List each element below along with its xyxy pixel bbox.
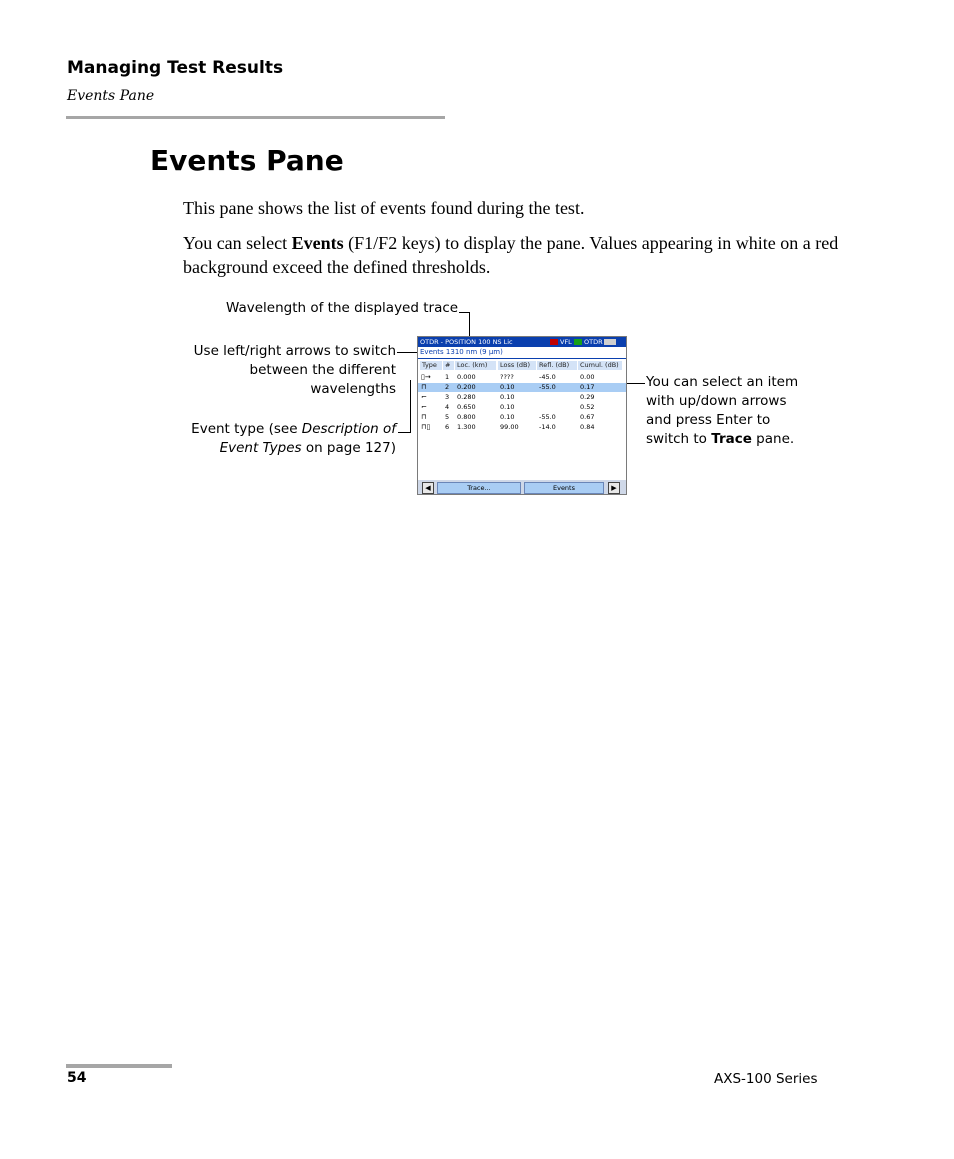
table-row[interactable] [418,393,626,402]
cell-loc: 0.000 [457,373,476,381]
cell-cumul: 0.17 [580,383,595,391]
callout-select-item [646,373,816,449]
battery-icon [604,339,616,345]
otdr-screen [417,336,627,495]
col-cumul[interactable]: Cumul. (dB) [578,361,623,370]
cell-cumul: 0.84 [580,423,595,431]
cell-num: 1 [445,373,450,381]
header-rule [66,116,445,119]
cell-loc: 0.650 [457,403,476,411]
left-arrow-button[interactable]: ◀ [422,482,434,494]
col-type[interactable]: Type [420,361,443,370]
cell-cumul: 0.52 [580,403,595,411]
callout-type-b: on page 127 [301,440,391,456]
table-row[interactable] [418,383,626,392]
table-row[interactable] [418,413,626,422]
callout-select-bold: Trace [711,431,752,447]
table-row[interactable] [418,403,626,412]
events-header: Events 1310 nm (9 µm) [420,348,503,356]
cell-num: 4 [445,403,450,411]
cell-loss: 0.10 [500,383,515,391]
paragraph-select [183,231,843,279]
col-location[interactable]: Loc. (km) [455,361,497,370]
page-title: Events Pane [150,144,344,177]
callout-select-a: You can select an item with up/down arrows and press Enter to switch to [646,374,799,447]
paragraph-intro: This pane shows the list of events found during the test. [183,198,585,218]
otdr-label: OTDR [584,338,603,346]
col-reflectance[interactable]: Refl. (dB) [537,361,578,370]
event-type-icon: ⌐ [421,403,427,411]
cell-cumul: 0.00 [580,373,595,381]
cell-loc: 0.280 [457,393,476,401]
col-loss[interactable]: Loss (dB) [498,361,537,370]
table-row[interactable] [418,423,626,432]
leader-type-v [410,380,411,433]
cell-cumul: 0.29 [580,393,595,401]
event-type-icon: ▯→ [421,373,431,381]
cell-loss: ???? [500,373,514,381]
cell-num: 6 [445,423,450,431]
callout-wavelength: Wavelength of the displayed trace [226,300,459,316]
vfl-label: VFL [560,338,572,346]
callout-type-italic: Description of Event Types [219,421,396,456]
cell-refl: -55.0 [539,413,556,421]
cell-loc: 0.200 [457,383,476,391]
cell-loss: 0.10 [500,403,515,411]
cell-num: 3 [445,393,450,401]
events-button[interactable]: Events [524,482,604,494]
cell-num: 2 [445,383,450,391]
p2-events-bold: Events [291,233,344,253]
p2-text-b: (F1/F2 keys) to display the pane. Values appearing in white on a red background exceed the defined thresholds. [183,233,839,277]
vfl-indicator-icon [550,339,558,345]
p2-text-a: You can select [183,233,292,253]
running-header-subtitle: Events Pane [67,88,155,104]
product-series: AXS-100 Series [714,1071,818,1087]
event-type-icon: ⌐ [421,393,427,401]
cell-loss: 0.10 [500,393,515,401]
cell-loc: 0.800 [457,413,476,421]
events-header-rule [418,358,626,359]
screen-footer [418,480,626,494]
leader-arrows [397,352,419,353]
cell-loc: 1.300 [457,423,476,431]
col-number[interactable]: # [443,361,455,370]
cell-refl: -45.0 [539,373,556,381]
callout-type-a: Event type (see [191,421,302,437]
cell-loss: 0.10 [500,413,515,421]
screen-titlebar [418,337,626,347]
otdr-indicator-icon [574,339,582,345]
event-type-icon: ⊓▯ [421,423,431,431]
cell-num: 5 [445,413,450,421]
screen-title: OTDR - POSITION 100 NS Lic [420,338,513,346]
footer-rule [66,1064,172,1068]
right-arrow-button[interactable]: ▶ [608,482,620,494]
cell-cumul: 0.67 [580,413,595,421]
page-number: 54 [67,1070,87,1086]
running-header-title: Managing Test Results [67,58,284,78]
event-type-icon: ⊓ [421,383,427,391]
callout-arrows: Use left/right arrows to switch between the different wavelengths [193,343,396,397]
callout-event-type: Event type (see Description of Event Types on page 127) [191,421,396,456]
event-type-icon: ⊓ [421,413,427,421]
trace-button[interactable]: Trace... [437,482,521,494]
cell-refl: -55.0 [539,383,556,391]
callout-select-b: pane. [751,431,795,447]
cell-loss: 99.00 [500,423,519,431]
cell-refl: -14.0 [539,423,556,431]
table-row[interactable] [418,373,626,382]
